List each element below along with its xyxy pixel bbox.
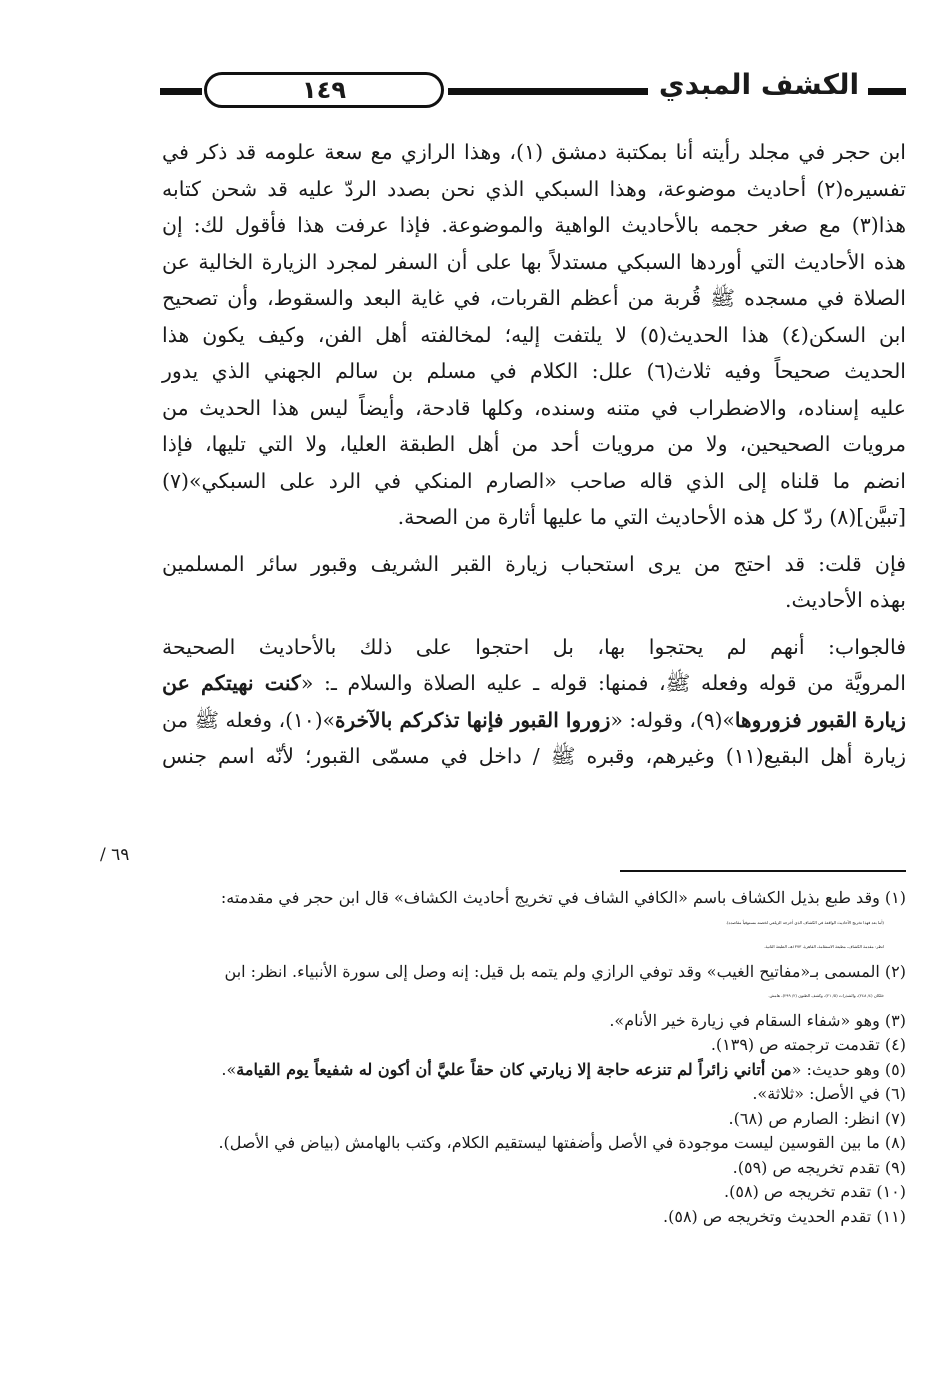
footnote-1: (١) وقد طبع بذيل الكشاف باسم «الكافي الشاف في تخريج أحاديث الكشاف» قال ابن حجر في مقدمته: [220, 888, 906, 907]
footnote-8: (٨) ما بين القوسين ليست موجودة في الأصل وأضفتها ليستقيم الكلام، وكتب بالهامش (بياض في الأصل). [218, 1133, 906, 1152]
text-run: »(٩)، وقوله: « [610, 707, 735, 732]
text-line: فإن قلت: قد احتج من يرى استحباب زيارة القبر الشريف وقبور سائر المسلمين [162, 551, 906, 576]
footnote-separator [620, 870, 906, 872]
text-run: »(١٠)، وفعله ﷺ من [162, 707, 335, 732]
paragraph-2 [162, 546, 906, 619]
text-line: زيارة أهل البقيع(١١) وغيرهم، وقبره ﷺ / داخل في مسمّى القبور؛ لأنّه اسم جنس [162, 744, 906, 768]
text-line: بهذه الأحاديث. [785, 588, 906, 612]
header-rule-right [868, 88, 906, 95]
footnote-1-cont: (أما بعد فهذا تخريج الأحاديث الواقعة في الكشاف الذي أخرجه الزيلعي لخصته مستوفياً مقاصده). [725, 919, 884, 925]
footnote-3: (٣) وهو «شفاء السقام في زيارة خير الأنام». [609, 1010, 906, 1030]
text-line: مرويات الصحيحين، ولا من مرويات أحد من أهل الطبقة العليا، ولا التي تليها، فإذا [162, 432, 906, 456]
text-run: ». [221, 1059, 237, 1079]
text-line: هذه الأحاديث التي أوردها السبكي مستدلاً بها على أن السفر لمجرد الزيارة الخالية عن [162, 249, 906, 274]
text-line: هذا(٣) مع صغر حجمه بالأحاديث الواهية والموضوعة. فإذا عرفت هذا فأقول لك: إن [162, 213, 906, 237]
text-line: الحديث صحيحاً وفيه ثلاث(٦) علل: الكلام في مسلم بن سالم الجهني الذي يدور [162, 359, 907, 383]
text-line: فالجواب: أنهم لم يحتجوا بها، بل احتجوا على ذلك بالأحاديث الصحيحة [162, 634, 906, 659]
footnote-2-cont: خلكان (٤/ ٢٤٨)، والشذرات (٥/ ٢١)، وكشف الظنون (٢/ ٢٩٩)، هامش. [768, 993, 884, 998]
footnote-1-cont: انظر: مقدمة الكشاف، مطبعة الاستقامة، القاهرة، ١٣٧٣هـ، الطبعة الثانية. [764, 944, 884, 949]
text-run: (٥) وهو حديث: « [791, 1059, 906, 1079]
header-rule-middle [448, 88, 648, 95]
footnote-2: (٢) المسمى بـ«مفاتيح الغيب» وقد توفي الرازي ولم يتمه بل قيل: إنه وصل إلى سورة الأنبياء. انظر: ابن [224, 961, 906, 981]
text-line: انضم ما قلناه إلى الذي قاله صاحب «الصارم المنكي في الرد على السبكي»(٧) [162, 468, 906, 493]
paragraph-3 [162, 629, 906, 775]
text-line [162, 702, 906, 739]
footnote-11: (١١) تقدم الحديث وتخريجه ص (٥٨). [663, 1206, 906, 1226]
footnote-9: (٩) تقدم تخريجه ص (٥٩). [732, 1157, 906, 1177]
footnote-7: (٧) انظر: الصارم ص (٦٨). [728, 1108, 906, 1128]
footnotes [162, 886, 906, 1229]
main-text [162, 134, 906, 775]
header-rule-left [160, 88, 202, 95]
text-line: عليه إسناده، والاضطراب في متنه وسنده، وكلها قادحة، وأيضاً ليس هذا الحديث من [162, 395, 906, 420]
paragraph-1 [162, 134, 906, 536]
text-line: [تبيَّن](٨) ردّ كل هذه الأحاديث التي ما عليها أثارة من الصحة. [397, 505, 906, 529]
text-line: تفسيره(٢) أحاديث موضوعة، وهذا السبكي الذي نحن بصدد الردّ عليه قد شحن كتابه [162, 176, 906, 201]
text-run: المرويَّة من قوله وفعله ﷺ، فمنها: قوله ـ عليه الصلاة والسلام ـ: « [300, 671, 906, 695]
footnote-6: (٦) في الأصل: «ثلاثة». [752, 1084, 906, 1103]
text-line: الصلاة في مسجده ﷺ قُربة من أعظم القربات، في غاية البعد والسقوط، وأن تصحيح [162, 286, 906, 310]
margin-reference: / ٦٩ [100, 845, 130, 865]
footnote-4: (٤) تقدمت ترجمته ص (١٣٩). [710, 1035, 906, 1054]
hadith-quote: زيارة القبور فزوروها [734, 707, 906, 732]
hadith-quote: زوروا القبور فإنها تذكركم بالآخرة [334, 707, 611, 732]
text-line: ابن السكن(٤) هذا الحديث(٥) لا يلتفت إليه؛ لمخالفته أهل الفن، وكيف يكون هذا [162, 322, 906, 347]
text-line [162, 665, 906, 702]
page-header [160, 66, 906, 116]
text-line: ابن حجر في مجلد رأيته أنا بمكتبة دمشق (١)، وهذا الرازي مع سعة علومه قد ذكر في [162, 140, 907, 164]
book-title: الكشف المبدي [658, 68, 860, 101]
hadith-quote: من أتاني زائراً لم تنزعه حاجة إلا زيارتي كان حقاً عليَّ أن أكون له شفيعاً يوم القيامة [236, 1059, 792, 1079]
hadith-quote: كنت نهيتكم عن [162, 671, 301, 695]
page-number: ١٤٩ [204, 72, 444, 108]
footnote-5 [162, 1058, 906, 1083]
footnote-10: (١٠) تقدم تخريجه ص (٥٨). [724, 1182, 906, 1201]
